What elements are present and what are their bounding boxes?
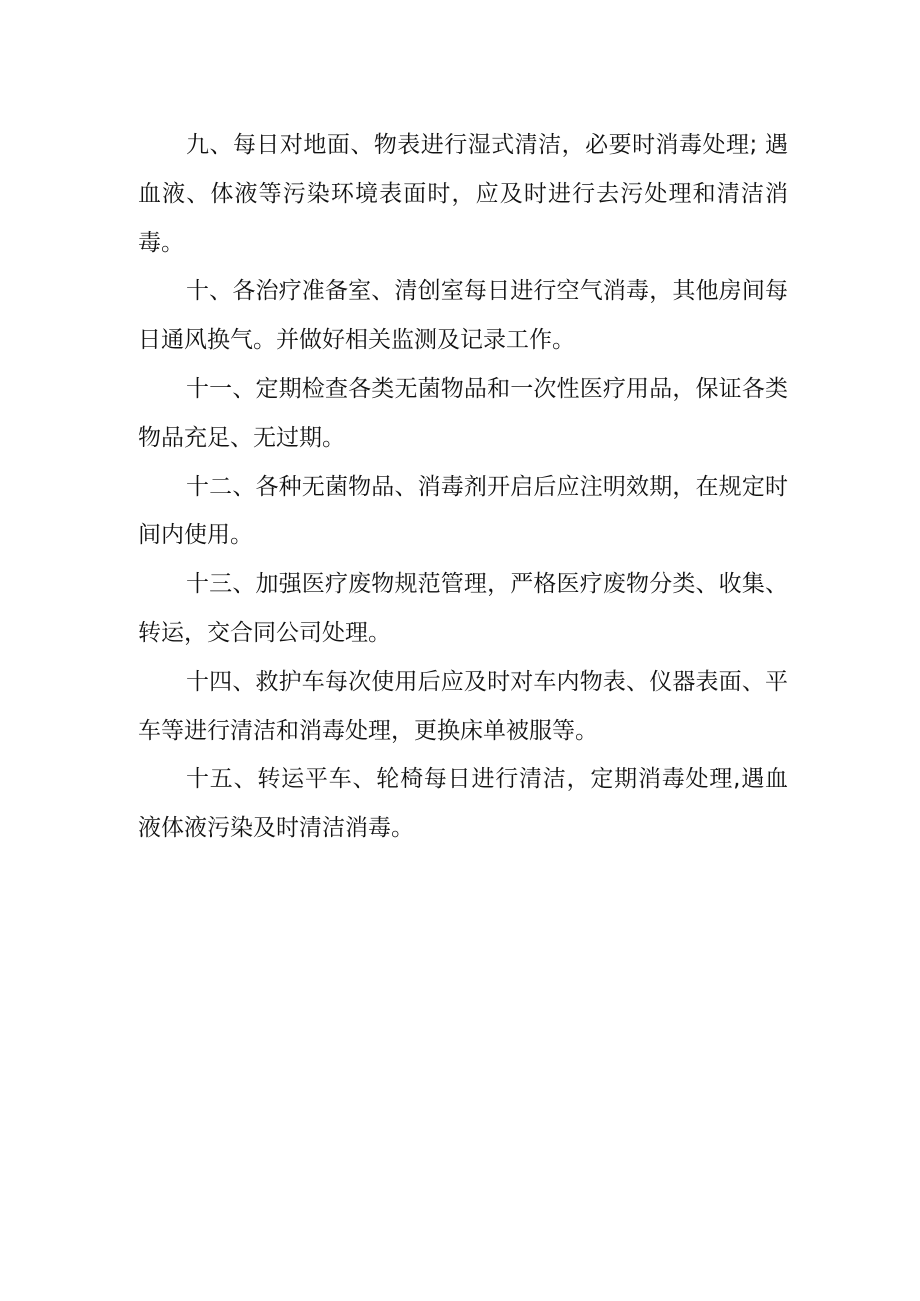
document-body	[138, 121, 788, 853]
paragraph-item-14: 十四、救护车每次使用后应及时对车内物表、仪器表面、平车等进行清洁和消毒处理，更换床单被服等。	[138, 668, 788, 744]
paragraph-item-10: 十、各治疗准备室、清创室每日进行空气消毒，其他房间每日通风换气。并做好相关监测及记录工作。	[138, 278, 788, 354]
paragraph-item-13: 十三、加强医疗废物规范管理，严格医疗废物分类、收集、转运，交合同公司处理。	[138, 571, 788, 646]
paragraph-item-9: 九、每日对地面、物表进行湿式清洁，必要时消毒处理; 遇血液、体液等污染环境表面时，应及时进行去污处理和清洁消毒。	[138, 132, 788, 256]
paragraph-item-12: 十二、各种无菌物品、消毒剂开启后应注明效期，在规定时间内使用。	[138, 473, 788, 549]
paragraph-item-11: 十一、定期检查各类无菌物品和一次性医疗用品，保证各类物品充足、无过期。	[138, 375, 788, 451]
paragraph-item-15: 十五、转运平车、轮椅每日进行清洁，定期消毒处理,遇血液体液污染及时清洁消毒。	[138, 766, 788, 842]
